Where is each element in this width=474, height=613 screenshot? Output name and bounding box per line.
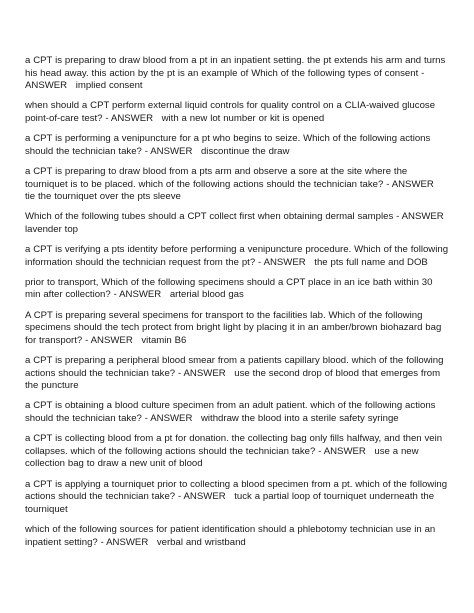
qa-item: a CPT is applying a tourniquet prior to collecting a blood specimen from a pt. which of the following actions should the technician take? - ANSWER tuck a partial loop of tourniquet underneath the tourniquet xyxy=(25,478,450,515)
qa-item: a CPT is collecting blood from a pt for donation. the collecting bag only fills halfway, and then vein collapses. which of the following actions should the technician take? - ANSWER use a new collection bag to draw a new unit of blood xyxy=(25,433,445,470)
qa-item: a CPT is verifying a pts identity before performing a venipuncture procedure. Which of the following information should the technician request from the pt? - ANSWER the pts full name and DOB xyxy=(25,244,451,268)
qa-list xyxy=(25,55,453,557)
qa-item: which of the following sources for patient identification should a phlebotomy technician use in an inpatient setting? - ANSWER verbal and wristband xyxy=(25,523,439,548)
qa-item: a CPT is preparing to draw blood from a pt in an inpatient setting. the pt extends his arm and turns his head away. this action by the pt is an example of Which of the following types of consent - ANSWER implied consent xyxy=(25,55,449,92)
qa-item: A CPT is preparing several specimens for transport to the facilities lab. Which of the following specimens should the tech protect from bright light by placing it in an amber/brown biohazard bag for transport? - ANSWER vitamin B6 xyxy=(25,309,445,346)
qa-item: Which of the following tubes should a CPT collect first when obtaining dermal samples - ANSWER lavender top xyxy=(25,211,453,235)
qa-item: prior to transport, Which of the following specimens should a CPT place in an ice bath within 30 min after collection? - ANSWER arterial blood gas xyxy=(25,276,436,301)
qa-item: a CPT is preparing to draw blood from a pts arm and observe a sore at the site where the tourniquet is to be placed. which of the following actions should the technician take? - ANSWER tie the tourniquet over the pts sleeve xyxy=(25,165,443,203)
qa-item: when should a CPT perform external liquid controls for quality control on a CLIA-waived glucose point-of-care test? - ANSWER with a new lot number or kit is opened xyxy=(25,100,438,124)
qa-item: a CPT is preparing a peripheral blood smear from a patients capillary blood. which of the following actions should the technician take? - ANSWER use the second drop of blood that emerges from the puncture xyxy=(25,355,447,392)
qa-item: a CPT is obtaining a blood culture specimen from an adult patient. which of the following actions should the technician take? - ANSWER withdraw the blood into a sterile safety syringe xyxy=(25,400,439,424)
qa-item: a CPT is performing a venipuncture for a pt who begins to seize. Which of the following actions should the technician take? - ANSWER discontinue the draw xyxy=(25,133,434,157)
